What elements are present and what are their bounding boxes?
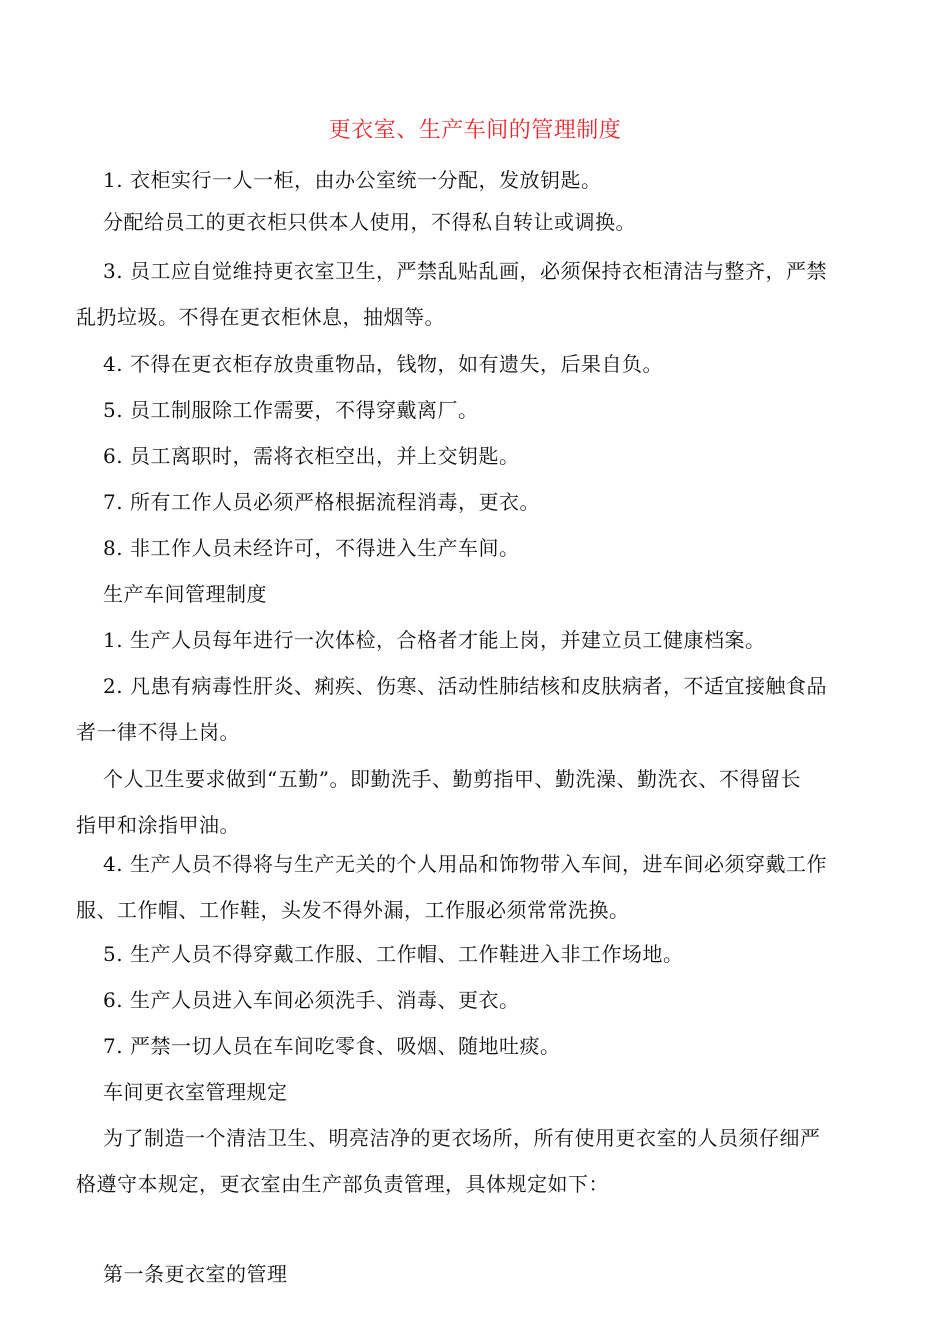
paragraph-line: 为了制造一个清洁卫生、明亮洁净的更衣场所，所有使用更衣室的人员须仔细严 xyxy=(103,1126,821,1150)
paragraph xyxy=(76,248,903,340)
paragraph xyxy=(76,663,903,755)
paragraph-line: 1. 生产人员每年进行一次体检，合格者才能上岗，并建立员工健康档案。 xyxy=(103,628,766,652)
paragraph xyxy=(103,525,903,571)
paragraph-line: 指甲和涂指甲油。 xyxy=(76,813,240,837)
paragraph xyxy=(103,931,903,977)
paragraph xyxy=(103,479,903,525)
paragraph xyxy=(103,199,903,245)
paragraph-line: 服、工作帽、工作鞋，头发不得外漏，工作服必须常常洗换。 xyxy=(76,898,630,922)
paragraph xyxy=(103,1023,903,1069)
paragraph-line: 5. 员工制服除工作需要，不得穿戴离厂。 xyxy=(103,398,479,422)
paragraph xyxy=(103,341,903,387)
paragraph-line: 6. 员工离职时，需将衣柜空出，并上交钥匙。 xyxy=(103,444,520,468)
paragraph xyxy=(103,387,903,433)
paragraph-line: 第一条更衣室的管理 xyxy=(103,1262,288,1286)
paragraph xyxy=(76,841,903,933)
paragraph xyxy=(103,977,903,1023)
paragraph-line: 分配给员工的更衣柜只供本人使用，不得私自转让或调换。 xyxy=(103,210,636,234)
paragraph-line: 6. 生产人员进入车间必须洗手、消毒、更衣。 xyxy=(103,988,520,1012)
paragraph-line: 者一律不得上岗。 xyxy=(76,720,240,744)
paragraph-line: 7. 所有工作人员必须严格根据流程消毒，更衣。 xyxy=(103,490,540,514)
paragraph xyxy=(103,157,903,203)
paragraph-line: 5. 生产人员不得穿戴工作服、工作帽、工作鞋进入非工作场地。 xyxy=(103,942,684,966)
section-heading xyxy=(103,1069,903,1115)
paragraph-line: 乱扔垃圾。不得在更衣柜休息，抽烟等。 xyxy=(76,305,445,329)
paragraph-line: 7. 严禁一切人员在车间吃零食、吸烟、随地吐痰。 xyxy=(103,1034,561,1058)
paragraph xyxy=(103,433,903,479)
paragraph xyxy=(103,617,903,663)
section-heading xyxy=(103,571,903,617)
paragraph-line: 个人卫生要求做到“五勤”。即勤洗手、勤剪指甲、勤洗澡、勤洗衣、不得留长 xyxy=(103,767,801,791)
paragraph-line: 4. 不得在更衣柜存放贵重物品，钱物，如有遗失，后果自负。 xyxy=(103,352,663,376)
document-title: 更衣室、生产车间的管理制度 xyxy=(328,118,622,143)
paragraph xyxy=(76,756,903,848)
section-heading xyxy=(103,1251,903,1297)
paragraph-line: 车间更衣室管理规定 xyxy=(103,1080,288,1104)
paragraph-line: 3. 员工应自觉维持更衣室卫生，严禁乱贴乱画，必须保持衣柜清洁与整齐，严禁 xyxy=(103,259,827,283)
paragraph-line: 8. 非工作人员未经许可，不得进入生产车间。 xyxy=(103,536,520,560)
paragraph-line: 2. 凡患有病毒性肝炎、痢疾、伤寒、活动性肺结核和皮肤病者，不适宜接触食品 xyxy=(103,674,827,698)
paragraph-line: 格遵守本规定，更衣室由生产部负责管理，具体规定如下： xyxy=(76,1172,609,1196)
paragraph xyxy=(76,1115,903,1207)
paragraph-line: 生产车间管理制度 xyxy=(103,582,267,606)
paragraph-line: 4. 生产人员不得将与生产无关的个人用品和饰物带入车间，进车间必须穿戴工作 xyxy=(103,852,827,876)
paragraph-line: 1. 衣柜实行一人一柜，由办公室统一分配，发放钥匙。 xyxy=(103,168,602,192)
